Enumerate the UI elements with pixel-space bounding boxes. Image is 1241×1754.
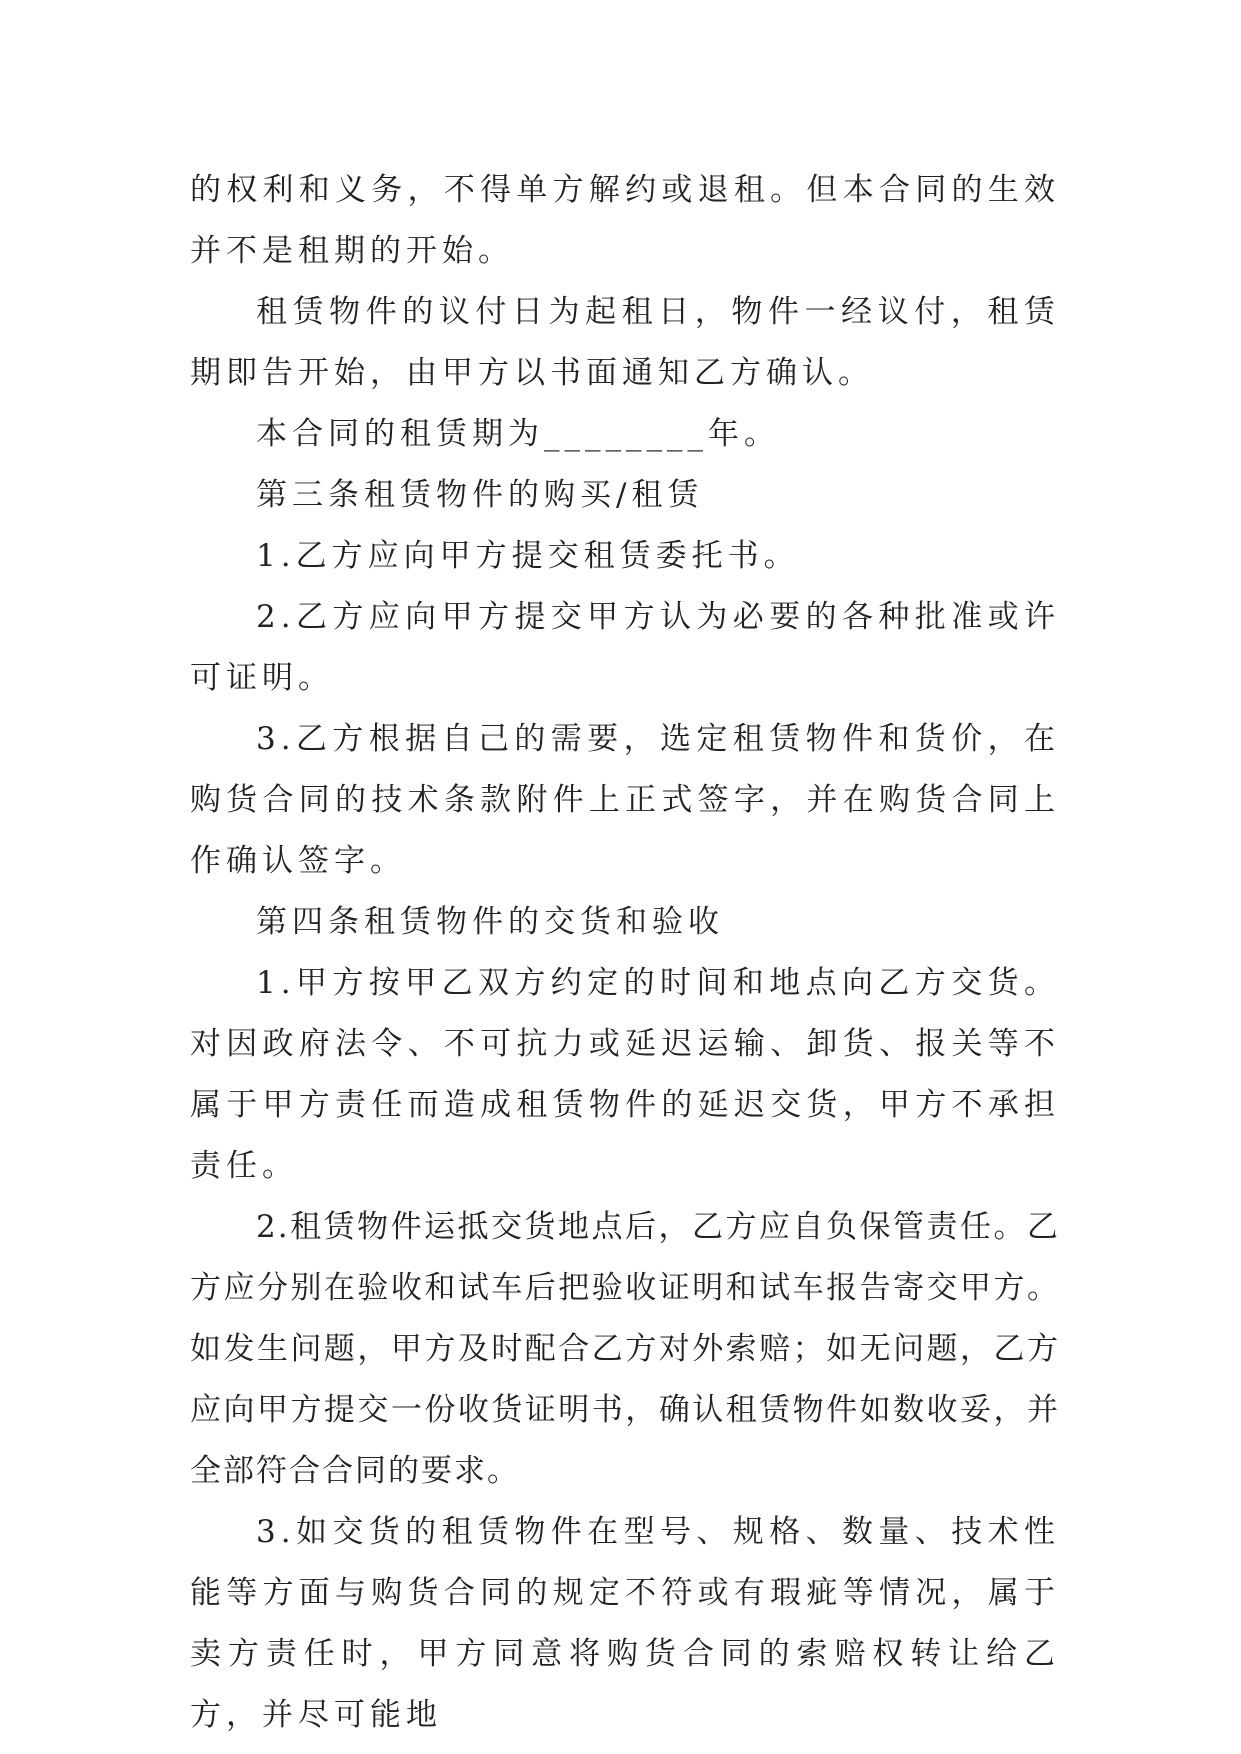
paragraph-continuation: 的权利和义务，不得单方解约或退租。但本合同的生效并不是租期的开始。 xyxy=(190,172,1060,269)
article-3-item-1: 1.乙方应向甲方提交租赁委托书。 xyxy=(256,538,800,574)
article-4-item-3: 3.如交货的租赁物件在型号、规格、数量、技术性能等方面与购货合同的规定不符或有瑕疵等情况，属于卖方责任时，甲方同意将购货合同的索赔权转让给乙方，并尽可能地 xyxy=(190,1514,1060,1733)
article-3-item-2: 2.乙方应向甲方提交甲方认为必要的各种批准或许可证明。 xyxy=(190,599,1060,696)
paragraph-commencement: 租赁物件的议付日为起租日，物件一经议付，租赁期即告开始，由甲方以书面通知乙方确认。 xyxy=(190,294,1060,391)
article-3-item-3: 3.乙方根据自己的需要，选定租赁物件和货价，在购货合同的技术条款附件上正式签字，并在购货合同上作确认签字。 xyxy=(190,721,1060,879)
article-4-item-2: 2.租赁物件运抵交货地点后，乙方应自负保管责任。乙方应分别在验收和试车后把验收证明和试车报告寄交甲方。如发生问题，甲方及时配合乙方对外索赔；如无问题，乙方应向甲方提交一份收货证明书，确认租赁物件如数收妥，并全部符合合同的要求。 xyxy=(190,1209,1060,1489)
article-4-heading: 第四条租赁物件的交货和验收 xyxy=(256,904,724,940)
paragraph-lease-term: 本合同的租赁期为________年。 xyxy=(256,416,780,452)
document-body xyxy=(190,160,1060,1746)
article-4-item-1: 1.甲方按甲乙双方约定的时间和地点向乙方交货。对因政府法令、不可抗力或延迟运输、卸货、报关等不属于甲方责任而造成租赁物件的延迟交货，甲方不承担责任。 xyxy=(190,965,1060,1184)
article-3-heading: 第三条租赁物件的购买/租赁 xyxy=(256,477,704,513)
